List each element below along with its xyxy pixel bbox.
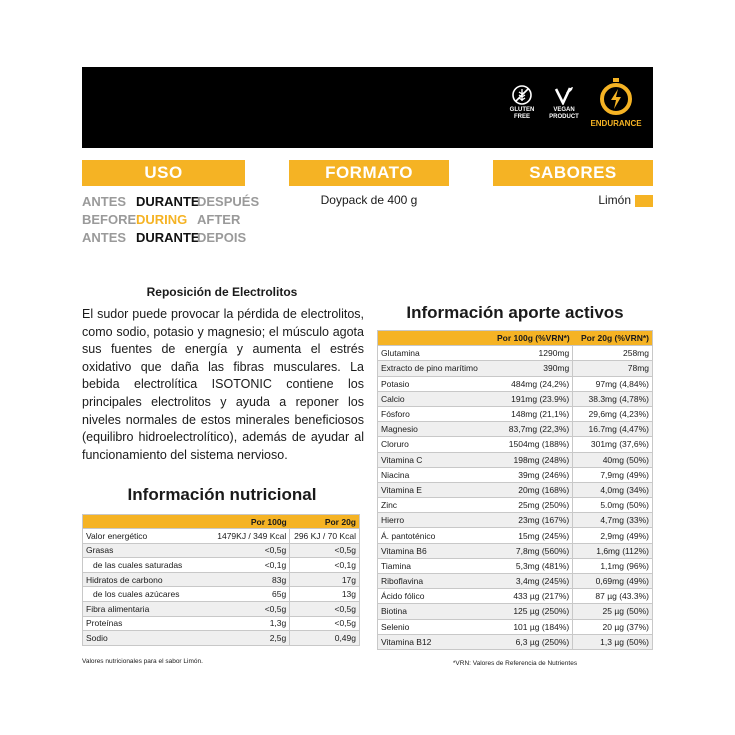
row-value: 25mg (250%)	[492, 498, 573, 513]
header-cell: Por 20g	[290, 515, 360, 529]
row-label: Vitamina B12	[378, 634, 493, 649]
table-row	[378, 361, 653, 376]
row-value: 1504mg (188%)	[492, 437, 573, 452]
row-value: 83g	[212, 572, 290, 587]
row-value: 97mg (4,84%)	[573, 376, 653, 391]
row-value: 1,3g	[212, 616, 290, 631]
table-row	[83, 572, 360, 587]
row-label: Niacina	[378, 467, 493, 482]
row-label: Hierro	[378, 513, 493, 528]
gluten-free-icon	[512, 85, 532, 105]
vegan-label-1: VEGAN	[553, 107, 575, 113]
gluten-free-badge	[507, 85, 537, 121]
row-label: Proteínas	[83, 616, 213, 631]
row-label: Glutamina	[378, 346, 493, 361]
table-row	[378, 376, 653, 391]
row-value: 198mg (248%)	[492, 452, 573, 467]
reposicion-title: Reposición de Electrolitos	[146, 285, 298, 299]
row-value: 83,7mg (22,3%)	[492, 422, 573, 437]
header-cell: Por 20g (%VRN*)	[573, 331, 653, 346]
row-label: Ácido fólico	[378, 589, 493, 604]
row-value: 1290mg	[492, 346, 573, 361]
usage-after: DESPUÉS	[197, 194, 260, 209]
row-value: 101 µg (184%)	[492, 619, 573, 634]
row-value: 16.7mg (4,47%)	[573, 422, 653, 437]
usage-during: DURANTE	[136, 194, 200, 209]
table-row	[83, 601, 360, 616]
table-row	[378, 467, 653, 482]
row-value: <0,5g	[212, 543, 290, 558]
table-row	[378, 482, 653, 497]
header-cell: Por 100g (%VRN*)	[492, 331, 573, 346]
row-value: 38.3mg (4,78%)	[573, 391, 653, 406]
row-value: 5,3mg (481%)	[492, 558, 573, 573]
row-value: 301mg (37,6%)	[573, 437, 653, 452]
row-label: Potasio	[378, 376, 493, 391]
usage-during: DURING	[136, 212, 188, 227]
row-label: Selenio	[378, 619, 493, 634]
table-row	[378, 589, 653, 604]
table-row	[378, 619, 653, 634]
sabor-color-swatch	[635, 195, 653, 207]
usage-after: AFTER	[197, 212, 241, 227]
row-label: Cloruro	[378, 437, 493, 452]
row-value: 1,6mg (112%)	[573, 543, 653, 558]
table-row	[378, 346, 653, 361]
table-row	[378, 406, 653, 421]
row-value: 65g	[212, 587, 290, 602]
row-label: Sodio	[83, 631, 213, 646]
gluten-label-2: FREE	[513, 114, 530, 120]
row-label: de los cuales azúcares	[83, 587, 213, 602]
usage-row-pt	[82, 229, 257, 247]
row-label: Grasas	[83, 543, 213, 558]
row-value: 1,1mg (96%)	[573, 558, 653, 573]
row-label: Vitamina E	[378, 482, 493, 497]
table-row	[378, 574, 653, 589]
row-value: 3,4mg (245%)	[492, 574, 573, 589]
row-value: 20 µg (37%)	[573, 619, 653, 634]
activos-title: Información aporte activos	[406, 303, 624, 322]
table-row	[378, 604, 653, 619]
row-value: 4,0mg (34%)	[573, 482, 653, 497]
row-value: 6,3 µg (250%)	[492, 634, 573, 649]
row-value: 40mg (50%)	[573, 452, 653, 467]
table-row	[378, 437, 653, 452]
row-label: Zinc	[378, 498, 493, 513]
vegan-badge	[547, 85, 581, 121]
reposicion-text: El sudor puede provocar la pérdida de electrolitos, como sodio, potasio y magnesio; el músculo agota sus fuentes de energía y aumenta el estrés oxidativo que daña las fibras musculares. La bebida electrolítica ISOTONIC contiene los principales electrolitos y ayuda a reponer los niveles normales de estos minerales beneficiosos (equilibro hidroelectrolítico), además de ayudar al funcionamiento del sistema nervioso.	[82, 307, 364, 462]
row-value: 39mg (246%)	[492, 467, 573, 482]
row-value: 191mg (23.9%)	[492, 391, 573, 406]
row-value: 1479KJ / 349 Kcal	[212, 529, 290, 544]
row-label: de las cuales saturadas	[83, 558, 213, 573]
row-value: 258mg	[573, 346, 653, 361]
header-banner	[82, 67, 653, 148]
row-value: 20mg (168%)	[492, 482, 573, 497]
sabor-value: Limón	[598, 193, 631, 207]
table-row	[378, 634, 653, 649]
sabores-header: SABORES	[493, 160, 653, 186]
endurance-badge	[588, 77, 644, 128]
row-value: 29,6mg (4,23%)	[573, 406, 653, 421]
formato-value: Doypack de 400 g	[320, 193, 418, 207]
row-value: 484mg (24,2%)	[492, 376, 573, 391]
row-label: Biotina	[378, 604, 493, 619]
row-value: 0,69mg (49%)	[573, 574, 653, 589]
row-value: <0,5g	[212, 601, 290, 616]
header-cell	[378, 331, 493, 346]
row-value: 78mg	[573, 361, 653, 376]
row-value: 2,9mg (49%)	[573, 528, 653, 543]
row-value: 17g	[290, 572, 360, 587]
table-row	[83, 616, 360, 631]
row-label: Á. pantoténico	[378, 528, 493, 543]
table-header-row	[378, 331, 653, 346]
row-value: 433 µg (217%)	[492, 589, 573, 604]
table-row	[378, 391, 653, 406]
row-value: 87 µg (43.3%)	[573, 589, 653, 604]
vegan-label-2: PRODUCT	[549, 114, 579, 120]
row-value: <0,5g	[290, 601, 360, 616]
row-value: 5.0mg (50%)	[573, 498, 653, 513]
usage-row-es	[82, 193, 260, 211]
row-value: <0,1g	[212, 558, 290, 573]
row-label: Vitamina B6	[378, 543, 493, 558]
row-label: Fósforo	[378, 406, 493, 421]
table-row	[83, 631, 360, 646]
table-row	[83, 587, 360, 602]
row-label: Calcio	[378, 391, 493, 406]
row-value: 25 µg (50%)	[573, 604, 653, 619]
row-value: <0,5g	[290, 543, 360, 558]
activos-table	[377, 330, 653, 650]
row-label: Magnesio	[378, 422, 493, 437]
row-value: 390mg	[492, 361, 573, 376]
gluten-label-1: GLUTEN	[509, 107, 535, 113]
usage-during: DURANTE	[136, 230, 200, 245]
vegan-icon	[554, 85, 574, 105]
usage-after: DEPOIS	[197, 230, 247, 245]
row-label: Riboflavina	[378, 574, 493, 589]
row-value: <0,1g	[290, 558, 360, 573]
row-value: 1,3 µg (50%)	[573, 634, 653, 649]
table-row	[378, 558, 653, 573]
endurance-icon	[598, 77, 634, 117]
footnote-right: *VRN: Valores de Referencia de Nutrientes	[452, 660, 578, 667]
row-label: Fibra alimentaria	[83, 601, 213, 616]
row-value: <0,5g	[290, 616, 360, 631]
nutricional-title: Información nutricional	[127, 485, 317, 504]
table-header-row	[83, 515, 360, 529]
nutrition-table	[82, 514, 360, 646]
row-label: Tiamina	[378, 558, 493, 573]
table-row	[378, 528, 653, 543]
row-value: 7,8mg (560%)	[492, 543, 573, 558]
row-label: Vitamina C	[378, 452, 493, 467]
row-value: 296 KJ / 70 Kcal	[290, 529, 360, 544]
row-label: Hidratos de carbono	[83, 572, 213, 587]
footnote-left: Valores nutricionales para el sabor Limón.	[82, 658, 203, 665]
usage-timing	[82, 193, 260, 247]
usage-row-en	[82, 211, 257, 229]
table-row	[378, 513, 653, 528]
endurance-label: ENDURANCE	[590, 119, 642, 128]
row-value: 23mg (167%)	[492, 513, 573, 528]
row-value: 13g	[290, 587, 360, 602]
usage-before: ANTES	[82, 230, 127, 245]
row-label: Valor energético	[83, 529, 213, 544]
table-row	[378, 422, 653, 437]
table-row	[83, 543, 360, 558]
row-value: 7,9mg (49%)	[573, 467, 653, 482]
table-row	[83, 529, 360, 544]
row-value: 15mg (245%)	[492, 528, 573, 543]
row-value: 2,5g	[212, 631, 290, 646]
row-value: 125 µg (250%)	[492, 604, 573, 619]
header-cell: Por 100g	[212, 515, 290, 529]
uso-header: USO	[82, 160, 245, 186]
table-row	[378, 498, 653, 513]
formato-header: FORMATO	[289, 160, 449, 186]
header-cell	[83, 515, 213, 529]
row-label: Extracto de pino marítimo	[378, 361, 493, 376]
usage-before: ANTES	[82, 194, 127, 209]
table-row	[378, 543, 653, 558]
table-row	[83, 558, 360, 573]
row-value: 148mg (21,1%)	[492, 406, 573, 421]
row-value: 4,7mg (33%)	[573, 513, 653, 528]
table-row	[378, 452, 653, 467]
usage-before: BEFORE	[82, 212, 137, 227]
row-value: 0,49g	[290, 631, 360, 646]
